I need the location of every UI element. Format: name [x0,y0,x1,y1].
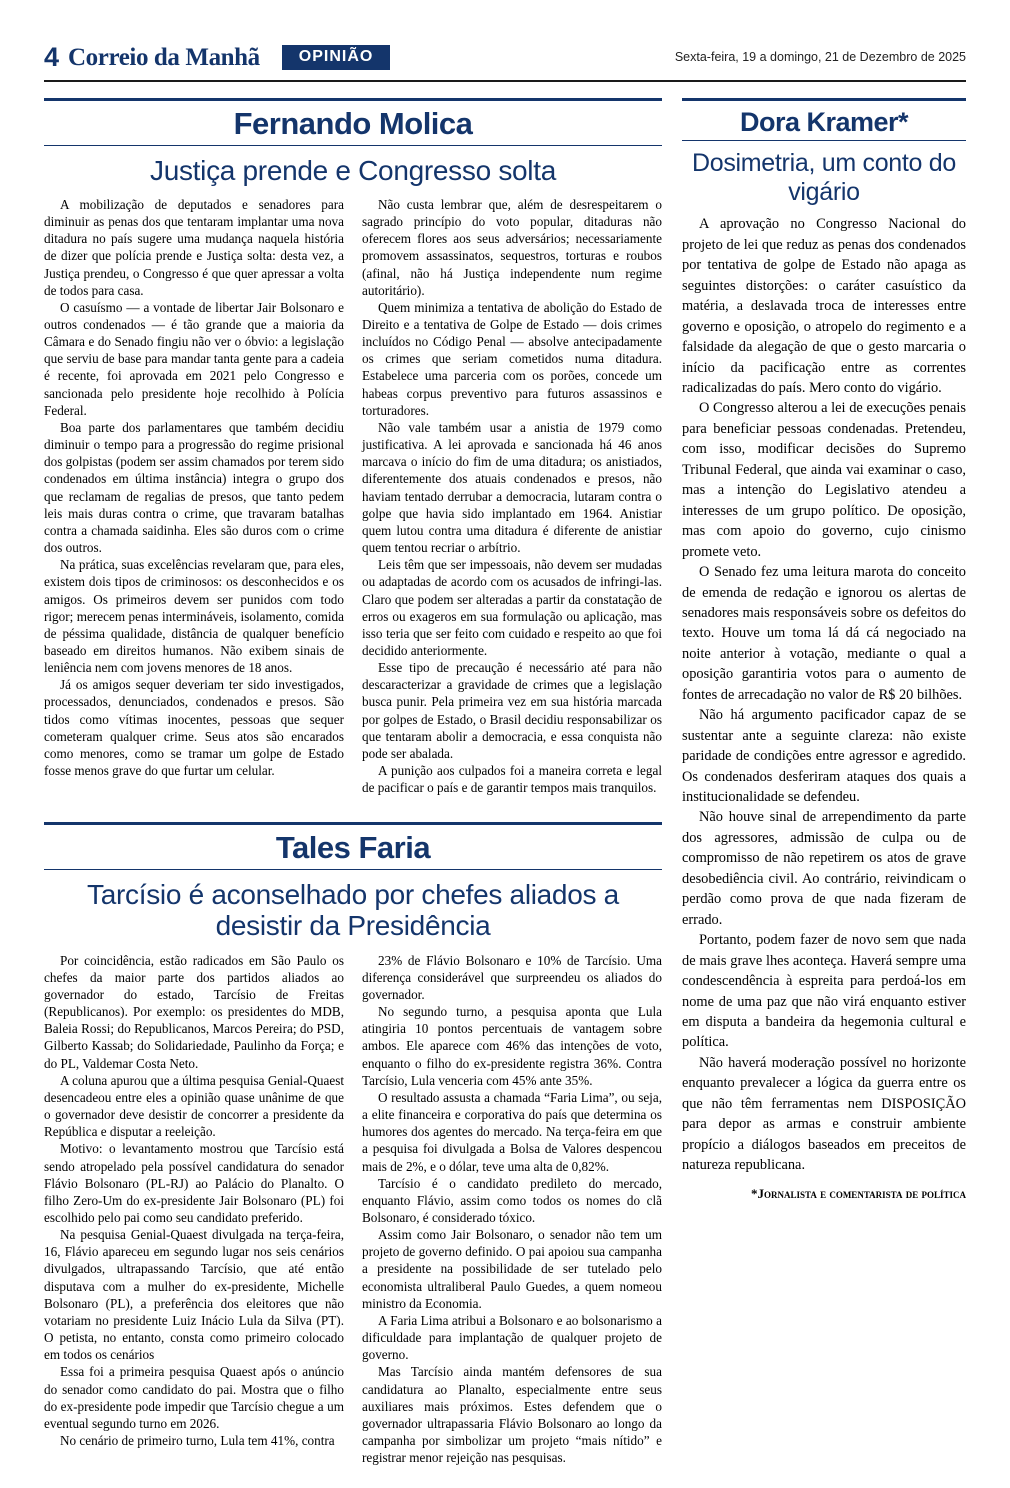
issue-date: Sexta-feira, 19 a domingo, 21 de Dezembro de 2025 [674,50,966,64]
masthead [44,40,966,82]
paragraph: Na pesquisa Genial-Quaest divulgada na terça-feira, 16, Flávio apareceu em segundo lugar nos seis cenários divulgados, ultrapassando Tarcísio, que até então disputava com a mulher do ex-presidente, Michelle Bolsonaro (PL), a preferência dos eleitores que não votariam no presidente Luiz Inácio Lula da Silva (PT). O petista, no entanto, consta como primeiro colocado em todos os cenários [44,1227,344,1363]
article-fernando-molica [44,98,662,796]
section-tag: OPINIÃO [282,45,391,70]
paragraph: 23% de Flávio Bolsonaro e 10% de Tarcísio. Uma diferença considerável que surpreendeu os aliados do governador. [362,952,662,1002]
article-columns [44,952,662,1467]
article-column-2 [362,952,662,1467]
paragraph: A coluna apurou que a última pesquisa Genial-Quaest desencadeou entre eles a opinião quase unânime de que o governador deve desistir de concorrer a presidente da República e disputar a reeleição. [44,1072,344,1140]
paragraph: No cenário de primeiro turno, Lula tem 41%, contra [60,1433,335,1449]
paragraph: A Faria Lima atribui a Bolsonaro e ao bolsonarismo a dificuldade para implantação de qualquer projeto de governo. [362,1312,662,1363]
paragraph: O casuísmo — a vontade de libertar Jair Bolsonaro e outros condenados — é tão grande que a maioria da Câmara e do Senado fingiu não ver o óbvio: a legislação que serviu de base para mandar tanta gente para a cadeia é recente, foi aprovada em 2021 pelo Congresso e sancionada pelo presidente hoje recolhido à Polícia Federal. [44,299,344,418]
article-headline: Dosimetria, um conto do vigário [691,149,957,206]
article-column-1 [44,952,344,1467]
paragraph: Portanto, podem fazer de novo sem que nada de mais grave lhes aconteça. Haverá sempre uma condescendência à espreita para perdoá-los em nome de uma paz que não virá enquanto estiver em disputa a bandeira da hegemonia cultural e política. [682,932,966,1051]
article-spacer [44,800,662,822]
paragraph: Essa foi a primeira pesquisa Quaest após o anúncio do senador como candidato do pai. Mostra que o filho do ex-presidente pode impedir que Tarcísio chegue a um eventual segundo turno em 2026. [44,1364,344,1431]
paragraph: Leis têm que ser impessoais, não devem ser mudadas ou adaptadas de acordo com os acusados de infringi-las. Claro que podem ser alteradas a partir da constatação de erros ou exageros em sua formulação ou aplicação, mas isso teria que ser feito com cuidado e respeito ao que foi decidido anteriormente. [362,557,662,658]
paragraph: Já os amigos sequer deveriam ter sido investigados, processados, denunciados, condenados e presos. São tidos como vítimas inocentes, pessoas que sequer cometeram qualquer crime. Seus atos são encarados como menores, como se tramar um golpe de Estado fosse menos grave do que furtar um celular. [44,677,344,779]
paragraph: Na prática, suas excelências revelaram que, para eles, existem dois tipos de criminosos: os desconhecidos e os amigos. Os primeiros devem ser punidos com todo rigor; merecem penas intermináveis, isolamento, comida de péssima qualidade, distância de qualquer benefício baseado em direitos humanos. Não exibem sinais de leniência nem com jovens menores de 18 anos. [44,557,344,676]
paragraph: O Senado fez uma leitura marota do conceito de emenda de redação e ignorou os alertas de senadores mais responsáveis sobre os defeitos do texto. Houve um toma lá dá cá negociado na noite anterior à votação, mediante o qual a oposição garantiria votos para o aumento de fontes de arrecadação no valor de R$ 20 bilhões. [682,564,966,703]
paragraph: Tarcísio é o candidato predileto do mercado, enquanto Flávio, assim como todos os nomes do clã Bolsonaro, é considerado tóxico. [362,1175,662,1225]
page-folio: 4 [44,41,60,72]
paragraph: A aprovação no Congresso Nacional do projeto de lei que reduz as penas dos condenados por tentativa de golpe de Estado não apaga as seguintes distorções: o caráter casuístico da matéria, a deslavada troca de interesses entre governo e oposição, o atropelo do regimento e a falsidade da alegação de que o gesto marcaria o início da pacificação entre as correntes radicalizadas do país. Mero conto do vigário. [682,216,966,396]
article-column-2 [362,196,662,796]
article-tales-faria [44,822,662,1466]
paragraph: Não vale também usar a anistia de 1979 como justificativa. A lei aprovada e sancionada há 46 anos marcava o início do fim de uma ditadura; os anistiados, diferentemente dos atuais condenados e presos, não haviam tentado derrubar a democracia, lutaram contra o golpe que havia sido implantado em 1964. Anistiar quem lutou contra uma ditadura é diferente de anistiar quem tentou recriar o arbítrio. [362,419,662,556]
article-headline: Justiça prende e Congresso solta [150,154,556,186]
paragraph: Esse tipo de precaução é necessário até para não descaracterizar a gravidade de crimes que a legislação busca punir. Pela primeira vez em sua história marcada por golpes de Estado, o Brasil decidiu responsabilizar os que tentaram abolir a democracia, e essa conquista não pode ser abalada. [362,660,662,761]
paragraph: O resultado assusta a chamada “Faria Lima”, ou seja, a elite financeira e corporativa do país que determina os humores dos agentes do mercado. Na terça-feira em que a pesquisa foi divulgada a Bolsa de Valores despencou mais de 2%, e o dólar, teve uma alta de 0,82%. [362,1089,662,1174]
article-top-rule [682,98,966,101]
paragraph: Por coincidência, estão radicados em São Paulo os chefes da maior parte dos partidos aliados ao governador do estado, Tarcísio de Freitas (Republicanos). Por exemplo: os presidentes do MDB, Baleia Rossi; do Republicanos, Marcos Pereira; do PSD, Gilberto Kassab; do Solidariedade, Paulinho da Força; e do PL, Valdemar Costa Neto. [44,952,344,1071]
article-column-1 [44,196,344,796]
paragraph: Mas Tarcísio ainda mantém defensores de sua candidatura ao Planalto, especialmente entre seus auxiliares mais próximos. Estes defendem que o governador ultrapassaria Flávio Bolsonaro ao longo da campanha por simbolizar um projeto “mais nítido” e registrar menor rejeição nas pesquisas. [362,1364,662,1466]
paragraph: Motivo: o levantamento mostrou que Tarcísio está sendo atropelado pela possível candidatura do senador Flávio Bolsonaro (PL-RJ) ao Palácio do Planalto. O filho Zero-Um do ex-presidente Jair Bolsonaro (PL) foi escolhido pelo pai como seu candidato preferido. [44,1141,344,1225]
article-byline: Tales Faria [44,832,662,870]
right-zone [682,98,966,1470]
paragraph: Assim como Jair Bolsonaro, o senador não tem um projeto de governo definido. O pai apoiou sua campanha a presidente na possibilidade de ser tutelado pelo economista ultraliberal Paulo Guedes, a quem nomeou ministro da Economia. [362,1227,662,1311]
page-body [44,98,966,1470]
paragraph: Não custa lembrar que, além de desrespeitarem o sagrado princípio do voto popular, ditaduras não oferecem flores aos seus adversários; necessariamente promovem assassinatos, sequestros, torturas e roubos (afinal, não há Justiça independente num regime autoritário). [362,196,662,298]
paragraph: A mobilização de deputados e senadores para diminuir as penas dos que tentaram implantar uma nova ditadura no país sugere uma mudança naquela história de dizer que polícia prende e Justiça solta: desta vez, a Justiça prendeu, o Congresso é que quer apressar a volta de todos para casa. [44,196,344,298]
paragraph: O Congresso alterou a lei de execuções penais para beneficiar pessoas condenadas. Pretendeu, com isso, modificar decisões do Supremo Tribunal Federal, que ainda vai examinar o caso, mas a intenção do Legislativo atendeu a interesses de um grupo político. De oposição, mas com apoio do governo, cujo cinismo promete veto. [682,400,966,560]
paragraph: Boa parte dos parlamentares que também decidiu diminuir o tempo para a progressão do regime prisional dos golpistas (podem ser assim chamados por terem sido condenados em última instância) integra o grupo dos que reclamam de regalias de presos, que tanto pedem leis mais duras contra o crime, que travaram batalhas contra a chamada saidinha. Eles são duros com o crime dos outros. [44,419,344,556]
column-gutter [662,98,682,1470]
article-byline: Fernando Molica [44,108,662,146]
paragraph: No segundo turno, a pesquisa aponta que Lula atingiria 10 pontos percentuais de vantagem sobre ambos. Ele aparece com 46% das intenções de voto, enquanto o filho do ex-presidente registra 36%. Contra Tarcísio, Lula venceria com 45% ante 35%. [362,1004,662,1088]
paragraph: Não haverá moderação possível no horizonte enquanto prevalecer a lógica da guerra entre os que não têm ferramentas nem DISPOSIÇÃO para depor as armas e construir ambiente propício a diálogos baseados em preceitos de natureza republicana. [682,1054,966,1174]
left-zone [44,98,662,1470]
article-top-rule [44,822,662,825]
paper-name: Correio da Manhã [68,43,260,71]
paragraph: Não houve sinal de arrependimento da parte dos agressores, admissão de culpa ou de compromisso de não repetirem os atos de grave desobediência civil. Ao contrário, reivindicam o perdão como prova de que nada fizeram de errado. [682,809,966,928]
article-signature: *Jornalista e comentarista de política [750,1185,966,1201]
article-top-rule [44,98,662,101]
article-byline: Dora Kramer* [682,108,966,141]
article-headline: Tarcísio é aconselhado por chefes aliados a desistir da Presidência [87,878,619,942]
article-columns [44,196,662,796]
paragraph: A punição aos culpados foi a maneira correta e legal de pacificar o país e de garantir tempos mais tranquilos. [362,763,662,796]
article-dora-kramer [682,98,966,1202]
paragraph: Quem minimiza a tentativa de abolição do Estado de Direito e a tentativa de Golpe de Estado — dois crimes incluídos no Código Penal — absolve antecipadamente os crimes que seriam cometidos numa ditadura. Estabelece uma parceria com os porões, concede um habeas corpus preventivo para futuros assassinos e torturadores. [362,299,662,418]
paragraph: Não há argumento pacificador capaz de se sustentar ante a seguinte clareza: não existe paridade de condições entre agressor e agredido. Os condenados desferiram ataques dos quais a institucionalidade se defendeu. [682,707,966,806]
